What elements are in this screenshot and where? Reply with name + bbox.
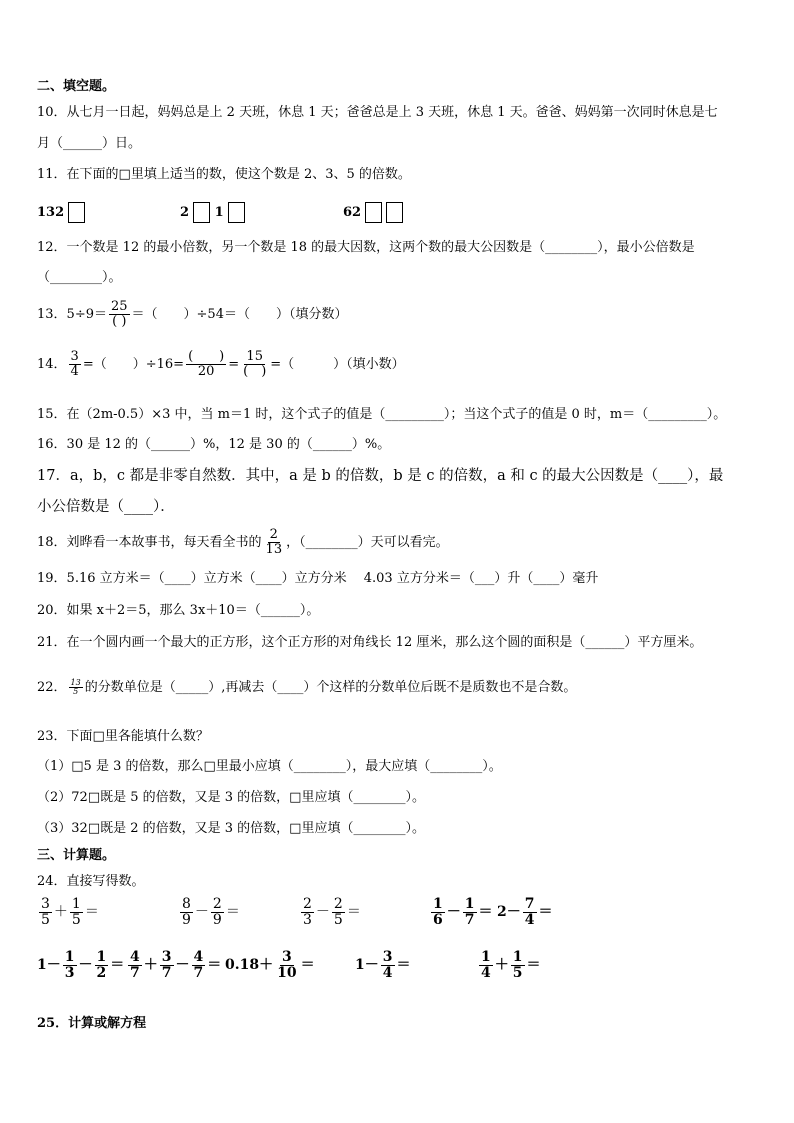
q13: 13．5÷9＝ $\frac{25}{( )}$ ＝（ ）÷54＝（ ）（填分数） — [37, 299, 348, 329]
q18: 18．刘晔看一本故事书，每天看全书的 $\frac{2}{13}$ ，（________）天可以看完。 — [37, 527, 449, 557]
calc-r2-d: 1－ $\frac{3}{4}$ ＝ — [355, 949, 411, 981]
q11-boxes — [37, 200, 757, 222]
q11-c-num: 62 — [343, 202, 403, 223]
answer-box[interactable] — [193, 202, 210, 223]
answer-box[interactable] — [365, 202, 382, 223]
calc-r1-b: $\frac{8}{9}$ － $\frac{2}{9}$ ＝ — [182, 896, 240, 928]
calc-r1-a: $\frac{3}{5}$ ＋ $\frac{1}{5}$ ＝ — [41, 896, 99, 928]
q23-sub3: （3）32□既是 2 的倍数，又是 3 的倍数，□里应填（________）。 — [37, 821, 425, 836]
q10-line2: 月（______）日。 — [37, 136, 142, 151]
q14-fraction-2: $\frac{( )}{20}$ — [188, 349, 225, 379]
calc-r1-d: $\frac{1}{6}$ － $\frac{1}{7}$ ＝ — [433, 896, 493, 928]
q14: 14． $\frac{3}{4}$ =（ ）÷16= $\frac{( )}{20}$ = $\frac{15}{( )}$ =（ ）（填小数） — [37, 349, 405, 379]
q14-fraction-3: $\frac{15}{( )}$ — [243, 349, 267, 379]
q23-sub2: （2）72□既是 5 的倍数，又是 3 的倍数，□里应填（________）。 — [37, 790, 425, 805]
q23-sub1: （1）□5 是 3 的倍数，那么□里最小应填（________），最大应填（________）。 — [37, 759, 502, 774]
section-title-calculation: 三、计算题。 — [37, 848, 116, 863]
calc-r2-a: 1－ $\frac{1}{3}$ － $\frac{1}{2}$ ＝ — [37, 949, 125, 981]
q19: 19．5.16 立方米＝（____）立方米（____）立方分米 4.03 立方分米＝（___）升（____）毫升 — [37, 571, 599, 586]
answer-box[interactable] — [68, 202, 85, 223]
q15: 15．在（2m-0.5）×3 中，当 m＝1 时，这个式子的值是（_________）；当这个式子的值是 0 时，m＝（_________）。 — [37, 407, 727, 422]
calc-r2-e: $\frac{1}{4}$ ＋ $\frac{1}{5}$ ＝ — [481, 949, 541, 981]
q16: 16．30 是 12 的（______）%，12 是 30 的（______）%。 — [37, 437, 391, 452]
q12-line2: （________）。 — [37, 270, 122, 285]
calc-r2-b: $\frac{4}{7}$ ＋ $\frac{3}{7}$ － $\frac{4}{7}$ ＝ — [130, 949, 222, 981]
calc-r2-c: 0.18＋ $\frac{3}{10}$ ＝ — [225, 949, 315, 981]
q24-title: 24．直接写得数。 — [37, 874, 145, 889]
answer-box[interactable] — [386, 202, 403, 223]
q14-fraction-1: $\frac{3}{4}$ — [70, 349, 79, 379]
q21: 21．在一个圆内画一个最大的正方形，这个正方形的对角线长 12 厘米，那么这个圆的面积是（______）平方厘米。 — [37, 635, 703, 650]
q22-fraction: $\frac{13}{5}$ — [70, 677, 81, 696]
q20: 20．如果 x＋2＝5，那么 3x＋10＝（______）。 — [37, 603, 320, 618]
section-title-fill-in: 二、填空题。 — [37, 79, 116, 94]
q25: 25．计算或解方程 — [37, 1016, 147, 1031]
q11-a-num: 132 — [37, 202, 85, 223]
q23-title: 23．下面□里各能填什么数？ — [37, 729, 209, 744]
q11-b-num: 2 1 — [180, 202, 245, 223]
q22: 22． $\frac{13}{5}$ 的分数单位是（_____）,再减去（____）个这样的分数单位后既不是质数也不是合数。 — [37, 677, 577, 696]
answer-box[interactable] — [228, 202, 245, 223]
q17-line2: 小公倍数是（____）． — [37, 499, 175, 515]
q10-line1: 10．从七月一日起，妈妈总是上 2 天班，休息 1 天；爸爸总是上 3 天班，休息 1 天。爸爸、妈妈第一次同时休息是七 — [37, 105, 718, 120]
calc-r1-e: 2－ $\frac{7}{4}$ ＝ — [497, 896, 553, 928]
calc-r1-c: $\frac{2}{3}$ － $\frac{2}{5}$ ＝ — [303, 896, 361, 928]
q11-text: 11．在下面的□里填上适当的数，使这个数是 2、3、5 的倍数。 — [37, 167, 411, 182]
q17-line1: 17．a，b，c 都是非零自然数．其中，a 是 b 的倍数，b 是 c 的倍数，a 和 c 的最大公因数是（____），最 — [37, 468, 724, 484]
q13-fraction: $\frac{25}{( )}$ — [110, 299, 128, 329]
q18-fraction: $\frac{2}{13}$ — [265, 527, 283, 557]
q12-line1: 12．一个数是 12 的最小倍数，另一个数是 18 的最大因数，这两个数的最大公因数是（________），最小公倍数是 — [37, 240, 695, 255]
